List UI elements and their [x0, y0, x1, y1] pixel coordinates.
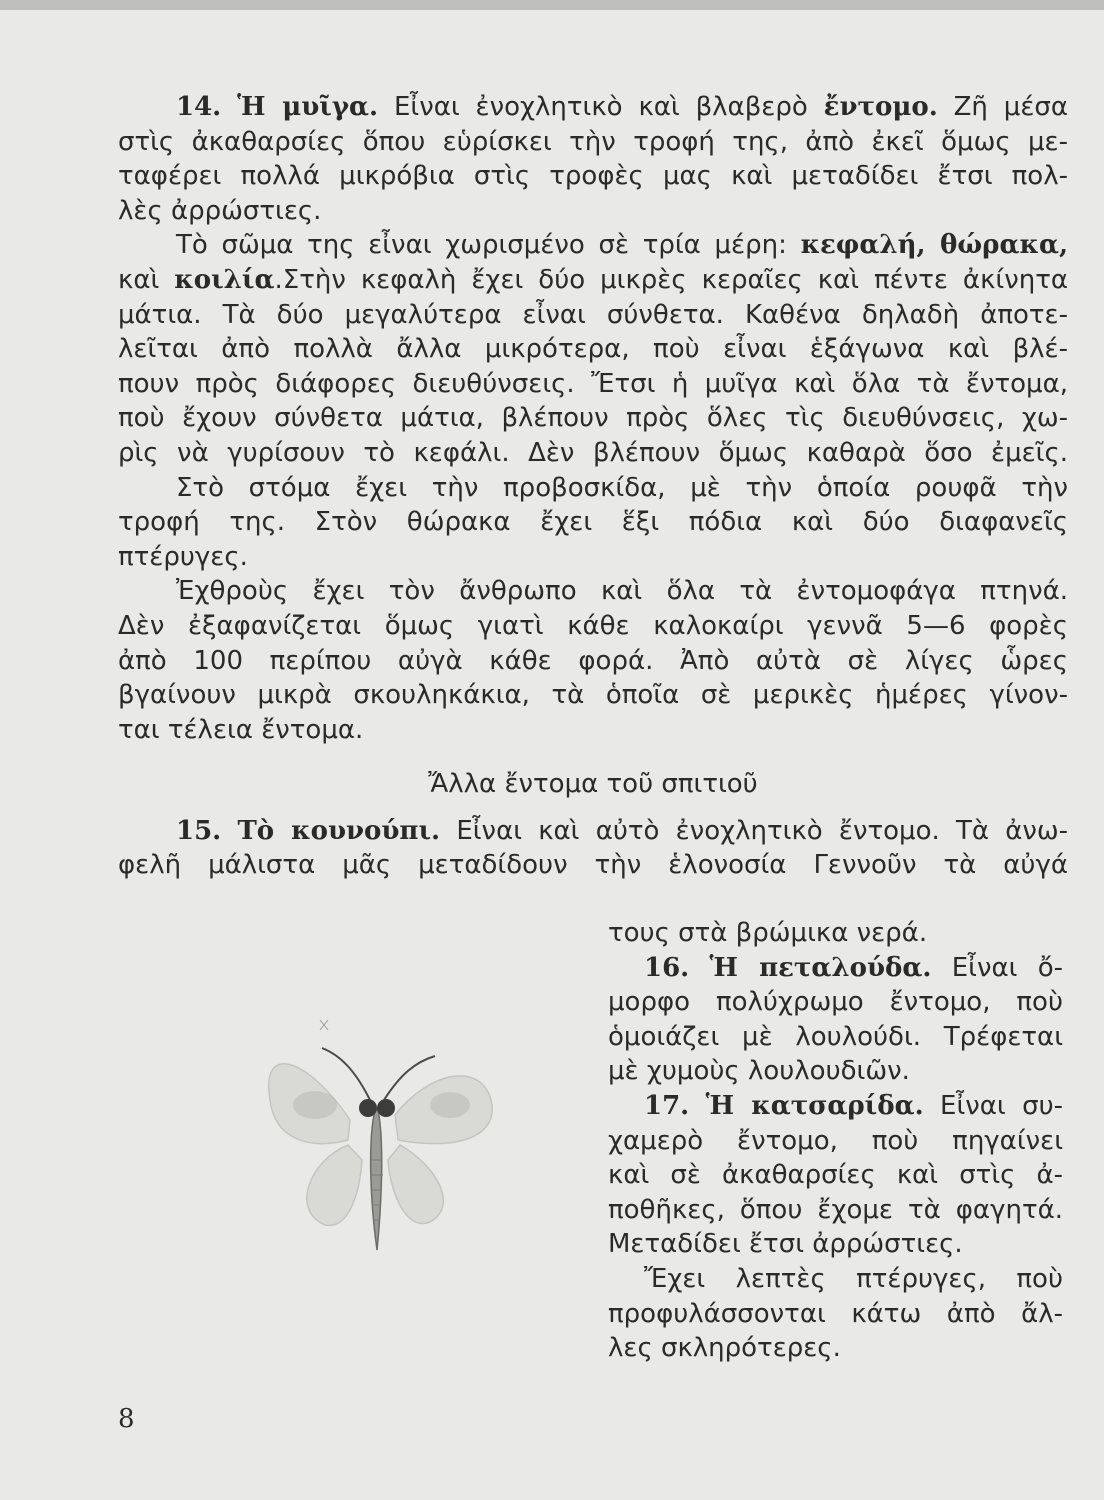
s17-line: προφυλάσσονται κάτω ἀπὸ ἄλ-	[608, 1298, 1063, 1329]
s14-line: Στὸ στόμα ἔχει τὴν προβοσκίδα, μὲ τὴν ὁποία ρουφᾶ τὴν	[176, 472, 1068, 503]
s14-line: λεῖται ἀπὸ πολλὰ ἄλλα μικρότερα, ποὺ εἶναι ἑξάγωνα καὶ βλέ-	[118, 334, 1068, 365]
s14-keyword-parts: κεφαλή, θώρακα,	[800, 230, 1068, 261]
s15-number: 15.	[176, 815, 222, 846]
s14-line: πτέρυγες.	[118, 541, 248, 572]
s15-line-1	[118, 814, 1068, 849]
s14-number: 14.	[176, 92, 222, 122]
s16-line: ὁμοιάζει μὲ λουλούδι. Τρέφεται	[608, 1021, 1063, 1052]
s16-title: Ἡ πεταλούδα.	[709, 952, 932, 983]
s16-line: μὲ χυμοὺς λουλουδιῶν.	[608, 1056, 910, 1087]
s15-line: φελῆ μάλιστα μᾶς μεταδίδουν τὴν ἑλονοσία Γεννοῦν τὰ αὐγά	[118, 850, 1068, 881]
s14-line: ρὶς νὰ γυρίσουν τὸ κεφάλι. Δὲν βλέπουν ὅμως καθαρὰ ὅσο ἐμεῖς.	[118, 437, 1068, 468]
right-column-text	[608, 916, 1063, 1366]
s15-title: Τὸ κουνούπι.	[237, 815, 441, 846]
s14-line: τροφή της. Στὸν θώρακα ἔχει ἕξι πόδια καὶ δύο διαφανεῖς	[118, 507, 1068, 538]
s17-line: καὶ σὲ ἀκαθαρσίες καὶ στὶς ἀ-	[608, 1160, 1063, 1191]
s14-line: Ἐχθροὺς ἔχει τὸν ἄνθρωπο καὶ ὅλα τὰ ἐντομοφάγα πτηνά.	[176, 576, 1068, 607]
s14-line: Δὲν ἐξαφανίζεται ὅμως γιατὶ κάθε καλοκαίρι γεννᾶ 5—6 φορὲς	[118, 610, 1068, 641]
s17-number: 17.	[644, 1090, 690, 1121]
s14-title: Ἡ μυῖγα.	[237, 92, 379, 122]
s14-text: Ζῆ μέσα	[953, 92, 1068, 122]
s16-text: Εἶναι ὄ-	[951, 952, 1063, 983]
scan-top-edge	[0, 0, 1104, 10]
s14-text: Εἶναι ἐνοχλητικὸ καὶ βλαβερὸ	[393, 92, 808, 122]
s16-number: 16.	[644, 952, 690, 983]
s14-p2-line-2	[118, 263, 1068, 298]
s17-title: Ἡ κατσαρίδα.	[705, 1090, 924, 1121]
page-number: 8	[118, 1404, 135, 1434]
s14-line: ταφέρει πολλά μικρόβια στὶς τροφὲς μας καὶ μεταδίδει ἔτσι πολ-	[118, 161, 1068, 192]
s14-line: ἀπὸ 100 περίπου αὐγὰ κάθε φορά. Ἀπὸ αὐτὰ σὲ λίγες ὧρες	[118, 645, 1068, 676]
s17-line-1	[608, 1089, 1063, 1124]
s14-line: ται τέλεια ἔντομα.	[118, 714, 364, 745]
s14-text: καὶ	[118, 264, 160, 295]
s15-line: τους στὰ βρώμικα νερά.	[608, 918, 928, 948]
s17-line: Ἔχει λεπτὲς πτέρυγες, ποὺ	[644, 1263, 1063, 1294]
s15-text: Εἶναι καὶ αὐτὸ ἐνοχλητικὸ ἔντομο. Τὰ ἀνω-	[456, 815, 1069, 846]
s14-line: ποὺ ἔχουν σύνθετα μάτια, βλέπουν πρὸς ὅλες τὶς διευθύνσεις, χω-	[118, 403, 1068, 434]
section-heading: Ἄλλα ἔντομα τοῦ σπιτιοῦ	[428, 769, 758, 800]
s14-line: βγαίνουν μικρὰ σκουληκάκια, τὰ ὁποῖα σὲ μερικὲς ἡμέρες γίνον-	[118, 680, 1068, 711]
s14-keyword-abdomen: κοιλία	[174, 264, 275, 295]
s16-line: μορφο πολύχρωμο ἔντομο, ποὺ	[608, 987, 1063, 1018]
s17-text: Εἶναι συ-	[940, 1090, 1064, 1121]
s14-text: Τὸ σῶμα της εἶναι χωρισμένο σὲ τρία μέρη:	[176, 230, 787, 261]
main-text-block	[118, 90, 1068, 883]
s14-line-1	[118, 90, 1068, 125]
s14-line: μάτια. Τὰ δύο μεγαλύτερα εἶναι σύνθετα. Καθένα δηλαδὴ ἀποτε-	[118, 299, 1068, 330]
s14-line: στὶς ἀκαθαρσίες ὅπου εὑρίσκει τὴν τροφή της, ἀπὸ ἐκεῖ ὅμως με-	[118, 126, 1068, 157]
s14-line: λὲς ἀρρώστιες.	[118, 195, 322, 226]
s17-line: λες σκληρότερες.	[608, 1333, 841, 1364]
s16-line-1	[608, 951, 1063, 986]
s17-line: χαμερὸ ἔντομο, ποὺ πηγαίνει	[608, 1125, 1063, 1156]
s14-line: πουν πρὸς διάφορες διευθύνσεις. Ἔτσι ἡ μυῖγα καὶ ὅλα τὰ ἔντομα,	[118, 368, 1068, 399]
butterfly-illustration	[230, 1000, 540, 1270]
s17-line: Μεταδίδει ἔτσι ἀρρώστιες.	[608, 1229, 963, 1260]
s17-line: ποθῆκες, ὅπου ἔχομε τὰ φαγητά.	[608, 1194, 1063, 1225]
s14-p2-line-1	[118, 228, 1068, 263]
s14-text: .Στὴν κεφαλὴ ἔχει δύο μικρὲς κεραῖες καὶ πέντε ἀκίνητα	[274, 264, 1068, 295]
s14-keyword-insect: ἔντομο.	[823, 92, 938, 122]
